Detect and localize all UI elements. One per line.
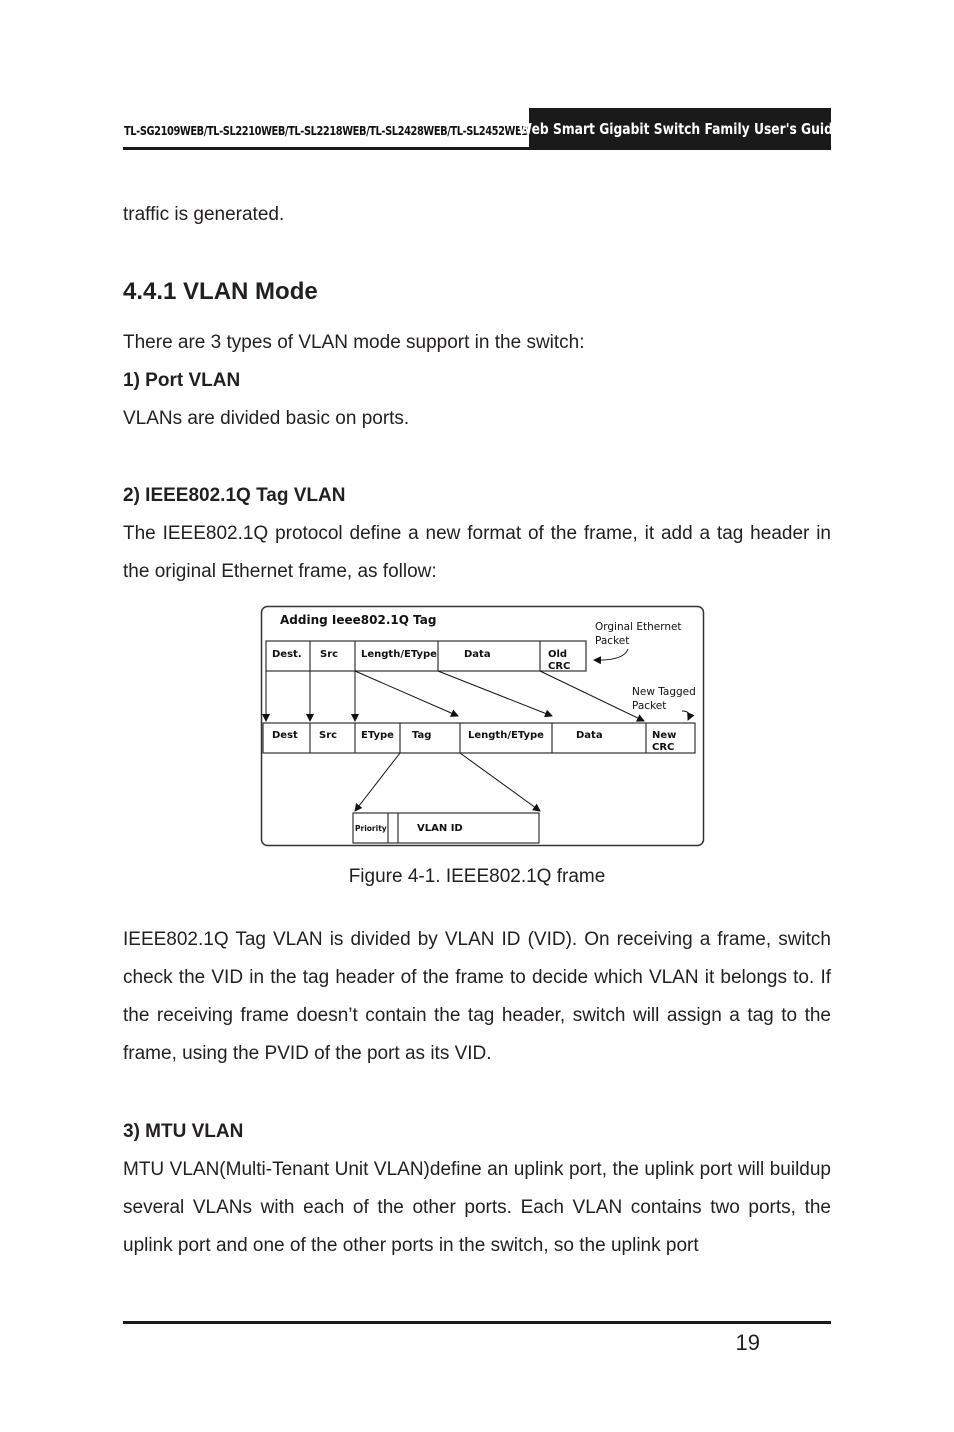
tagged-label-line2: Packet [632,700,667,712]
orig-field-crc: CRC [548,661,571,672]
item2-text: The IEEE802.1Q protocol define a new format of the frame, it add a tag header in the original Ethernet frame, as follow: [123,523,831,582]
figure-caption: Figure 4-1. IEEE802.1Q frame [348,866,606,887]
tag-field-new: New [652,730,677,741]
original-label-line1: Orginal Ethernet [595,621,682,633]
tag-field-crc: CRC [652,742,675,753]
header-guide-title-text: Web Smart Gigabit Switch Family User's Guide [518,120,842,138]
orig-field-src: Src [320,649,339,660]
types-intro: There are 3 types of VLAN mode support in the switch: [123,332,585,353]
page-number: 19 [735,1330,760,1355]
orig-field-data: Data [464,649,491,660]
tagged-label-line1: New Tagged [632,686,696,698]
footer-rule [123,1321,831,1324]
tag-detail [353,813,539,843]
tag-detail-vlan-id: VLAN ID [417,823,463,834]
tag-field-src: Src [319,730,338,741]
intro-text: traffic is generated. [123,204,285,225]
tagged-packet [263,723,695,753]
original-packet [266,641,586,672]
item3-heading: 3) MTU VLAN [123,1121,244,1142]
header-guide-title [518,108,842,150]
tag-field-length-etype: Length/EType [468,730,544,741]
tag-detail-priority: Priority [355,824,387,833]
item3-text: MTU VLAN(Multi-Tenant Unit VLAN)define an uplink port, the uplink port will buildup several VLANs with each of the other ports. Each VLAN contains two ports, the uplink port and one of the other ports in the switch, so the uplink port [123,1159,831,1256]
header-product-models: TL-SG2109WEB/TL-SL2210WEB/TL-SL2218WEB/TL-SL2428WEB/TL-SL2452WEB [124,124,529,138]
item2-after-text: IEEE802.1Q Tag VLAN is divided by VLAN ID (VID). On receiving a frame, switch check the VID in the tag header of the frame to decide which VLAN it belongs to. If the receiving frame doesn’t contain the tag header, switch will assign a tag to the frame, using the PVID of the port as its VID. [123,929,831,1064]
orig-field-old: Old [548,649,568,660]
item1-text: VLANs are divided basic on ports. [123,408,410,429]
item1-heading: 1) Port VLAN [123,370,241,391]
tag-field-etype: EType [361,730,394,741]
orig-field-length-etype: Length/EType [361,649,437,660]
item2-heading: 2) IEEE802.1Q Tag VLAN [123,485,346,506]
figure-title: Adding Ieee802.1Q Tag [280,613,437,627]
orig-field-dest: Dest. [272,649,302,660]
tag-field-data: Data [576,730,603,741]
section-title: 4.4.1 VLAN Mode [123,278,318,305]
original-label-line2: Packet [595,635,630,647]
ieee8021q-frame-figure [260,605,706,848]
tag-field-tag: Tag [412,730,432,741]
tag-field-dest: Dest [272,730,298,741]
header-rule [123,147,529,150]
